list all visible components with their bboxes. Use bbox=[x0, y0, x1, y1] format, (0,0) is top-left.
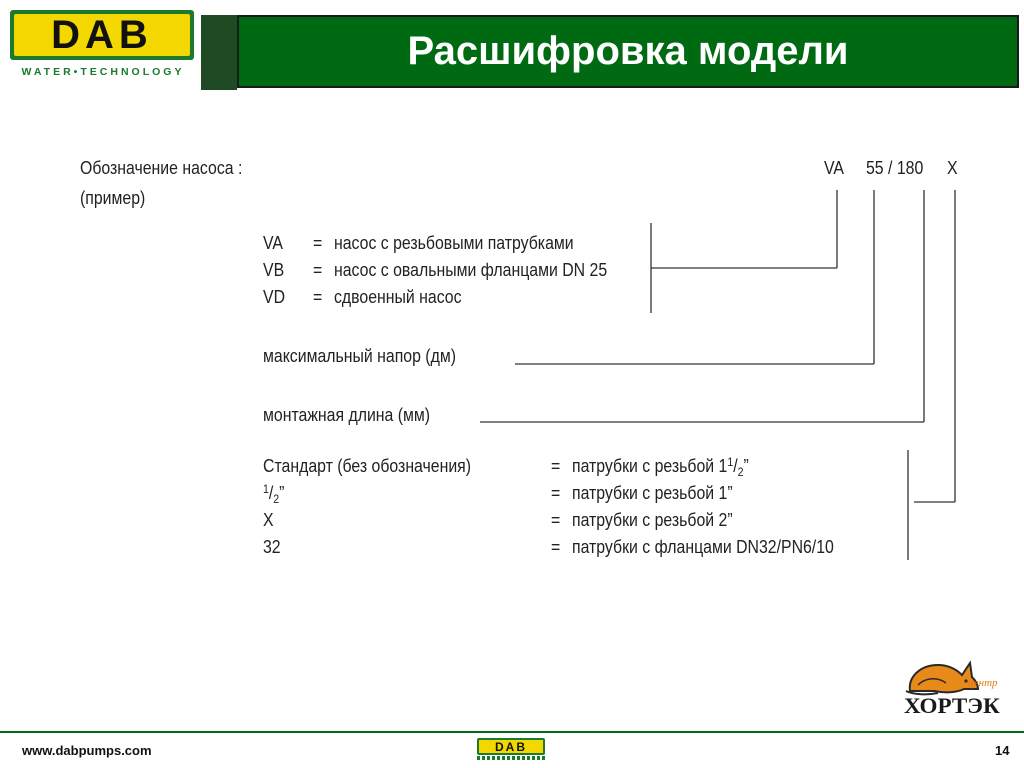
hortek-logo bbox=[896, 655, 1016, 720]
footer-logo-text: DAB bbox=[495, 739, 527, 754]
slide-title: Расшифровка модели bbox=[407, 29, 849, 73]
code-part-type: VA bbox=[824, 158, 844, 178]
connection-code: X bbox=[263, 510, 274, 530]
example-label: (пример) bbox=[80, 188, 146, 208]
connection-eq: = bbox=[551, 483, 561, 503]
max-head-label: максимальный напор (дм) bbox=[263, 346, 456, 366]
type-eq: = bbox=[313, 233, 323, 253]
type-code: VD bbox=[263, 287, 286, 307]
connection-code: Стандарт (без обозначения) bbox=[263, 456, 472, 476]
footer-dab-logo bbox=[477, 738, 545, 762]
code-part-head-length: 55 / 180 bbox=[866, 158, 924, 178]
fox-icon bbox=[904, 655, 984, 697]
type-code: VB bbox=[263, 260, 285, 280]
logo-text: DAB bbox=[51, 13, 153, 57]
type-eq: = bbox=[313, 260, 323, 280]
page-number: 14 bbox=[995, 743, 1010, 758]
code-part-connection: X bbox=[947, 158, 958, 178]
partner-tagline: центр bbox=[968, 677, 998, 689]
connection-desc: патрубки с фланцами DN32/PN6/10 bbox=[572, 537, 834, 557]
type-desc: насос с овальными фланцами DN 25 bbox=[334, 260, 608, 280]
mount-length-label: монтажная длина (мм) bbox=[263, 405, 431, 425]
type-desc: сдвоенный насос bbox=[334, 287, 462, 307]
connection-eq: = bbox=[551, 456, 561, 476]
connection-eq: = bbox=[551, 537, 561, 557]
partner-name: ХОРТЭК bbox=[904, 693, 1000, 718]
connection-eq: = bbox=[551, 510, 561, 530]
footer-rule bbox=[0, 731, 1024, 733]
type-eq: = bbox=[313, 287, 323, 307]
connection-desc: патрубки с резьбой $1^1/_2$” bbox=[572, 455, 749, 479]
type-code: VA bbox=[263, 233, 283, 253]
logo-subtitle: WATER•TECHNOLOGY bbox=[21, 66, 185, 78]
footer-url[interactable]: www.dabpumps.com bbox=[22, 743, 152, 758]
connection-desc: патрубки с резьбой 1” bbox=[572, 483, 733, 503]
connection-code: 32 bbox=[263, 537, 281, 557]
connection-code: $^1/_2$” bbox=[263, 482, 285, 506]
type-desc: насос с резьбовыми патрубками bbox=[334, 233, 574, 253]
designation-label: Обозначение насоса : bbox=[80, 158, 243, 178]
connection-desc: патрубки с резьбой 2” bbox=[572, 510, 733, 530]
